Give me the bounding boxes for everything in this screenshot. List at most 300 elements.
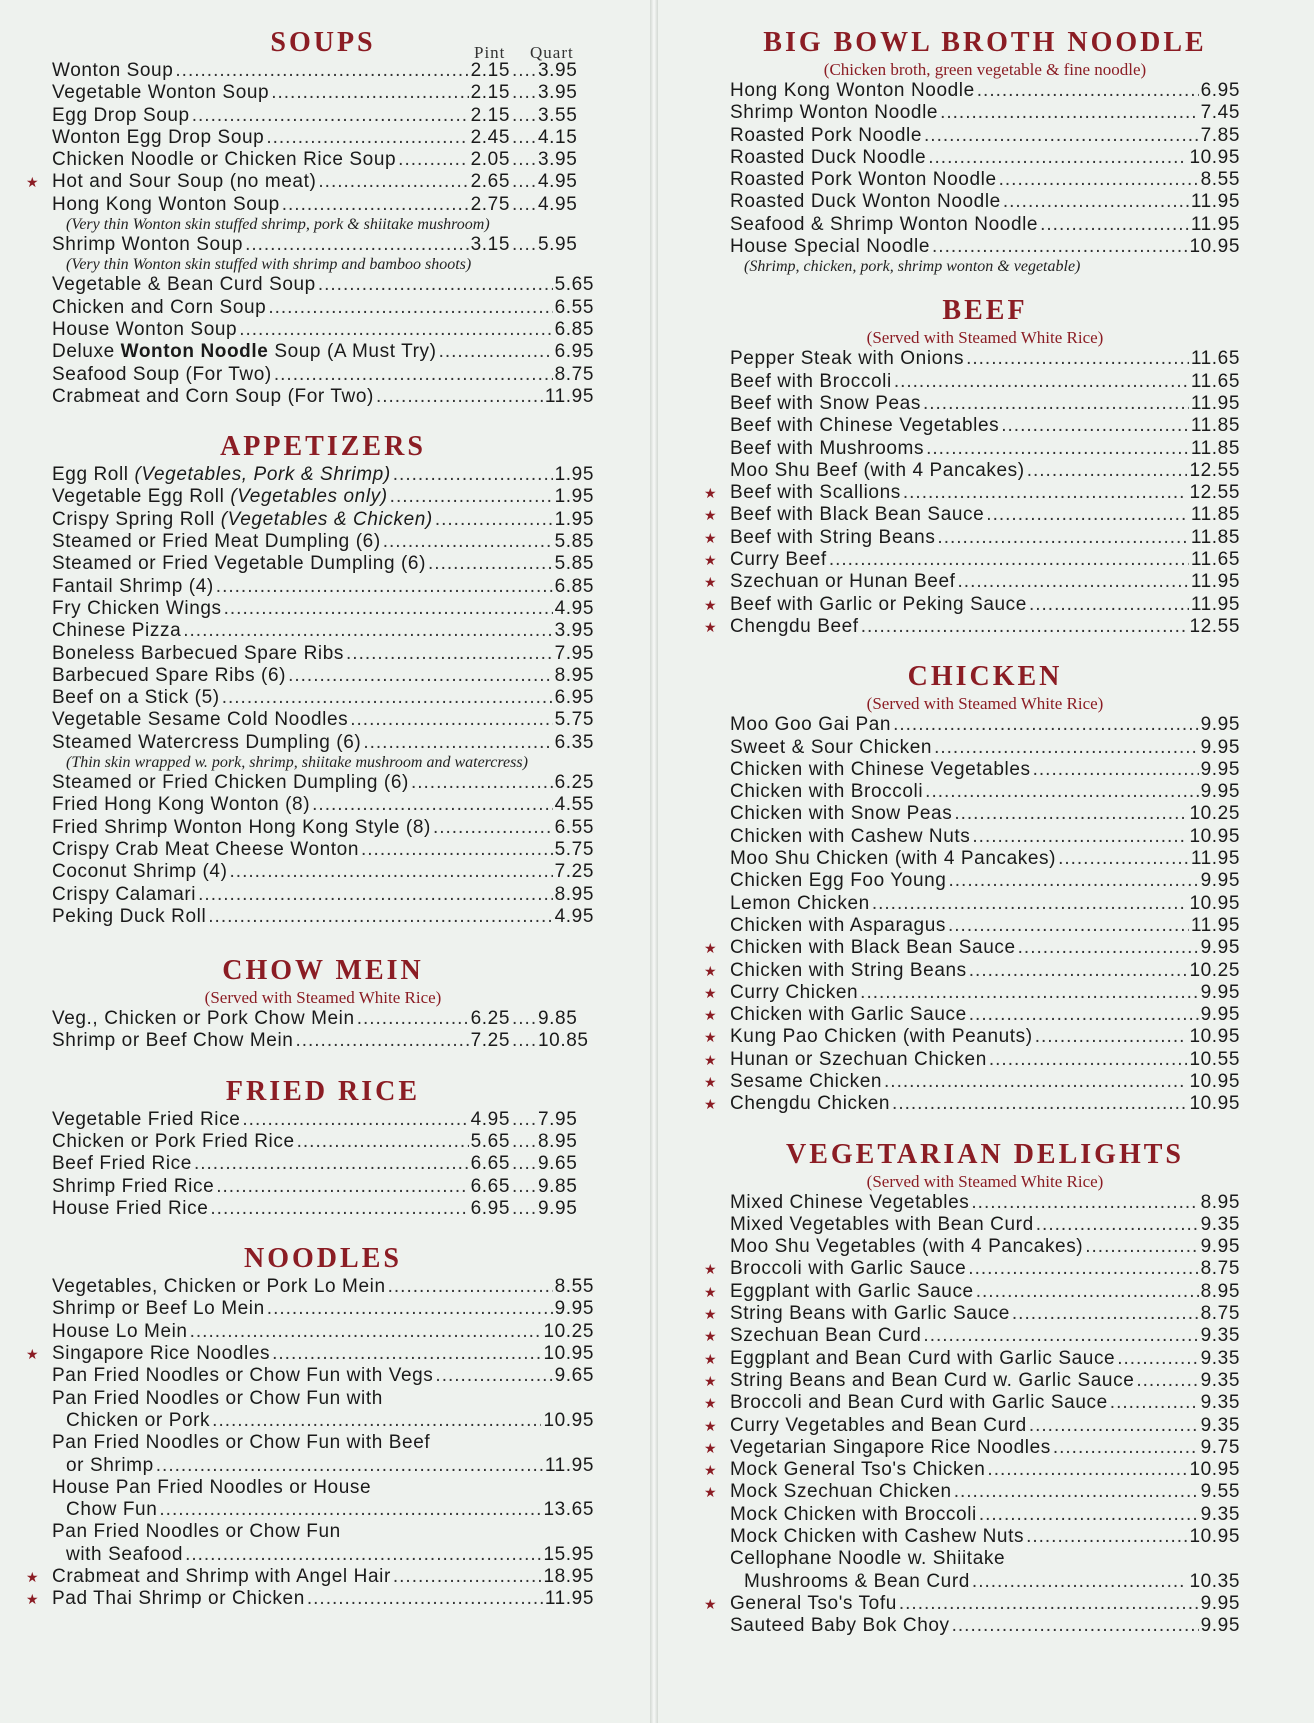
leader-dots bbox=[312, 794, 552, 816]
star-icon: ★ bbox=[704, 1283, 718, 1300]
leader-dots bbox=[932, 236, 1187, 258]
leader-dots bbox=[512, 105, 536, 127]
item-name-text: Beef with Mushrooms bbox=[730, 437, 925, 459]
leader-dots bbox=[860, 982, 1198, 1004]
item-name-text: House Wonton Soup bbox=[52, 318, 238, 340]
item-name bbox=[52, 732, 361, 754]
section-title bbox=[52, 1242, 594, 1276]
item-name bbox=[730, 982, 858, 1004]
leader-dots bbox=[1001, 415, 1189, 437]
item-name-text: Beef with Broccoli bbox=[730, 370, 892, 392]
item-name-line1: House Pan Fried Noodles or House bbox=[52, 1476, 372, 1498]
menu-item bbox=[52, 194, 594, 216]
item-name bbox=[730, 826, 970, 848]
item-name bbox=[52, 794, 310, 816]
item-name bbox=[730, 571, 956, 593]
leader-dots bbox=[212, 1410, 541, 1432]
item-name-text: Chicken with Garlic Sauce bbox=[730, 1004, 967, 1026]
item-price: 11.95 bbox=[1190, 392, 1240, 414]
leader-dots bbox=[894, 371, 1189, 393]
menu-item-first-line bbox=[52, 1388, 594, 1410]
item-price: 11.85 bbox=[1190, 526, 1240, 548]
item-price: 10.35 bbox=[1189, 1570, 1240, 1592]
item-price: 11.85 bbox=[1190, 415, 1240, 437]
pint-price: 2.65 bbox=[470, 171, 510, 193]
leader-dots bbox=[923, 1325, 1198, 1347]
leader-dots bbox=[210, 1198, 468, 1220]
star-icon: ★ bbox=[704, 1306, 718, 1323]
item-name bbox=[730, 1004, 967, 1026]
item-name bbox=[52, 906, 206, 928]
item-name-text: Beef with Chinese Vegetables bbox=[730, 415, 1000, 437]
item-name-text: Eggplant with Garlic Sauce bbox=[730, 1280, 974, 1302]
item-ingredients: (Vegetables only) bbox=[230, 486, 388, 508]
item-name-text: Vegetarian Singapore Rice Noodles bbox=[730, 1436, 1051, 1458]
item-name bbox=[52, 665, 286, 687]
pint-price: 6.65 bbox=[470, 1175, 510, 1197]
leader-dots bbox=[512, 1131, 536, 1153]
menu-item bbox=[704, 549, 1240, 571]
menu-item bbox=[730, 438, 1240, 460]
star-icon: ★ bbox=[704, 596, 718, 613]
item-description: (Very thin Wonton skin stuffed shrimp, pork & shiitake mushroom) bbox=[66, 216, 490, 234]
leader-dots bbox=[159, 1499, 541, 1521]
item-name-text: Mock Szechuan Chicken bbox=[730, 1481, 952, 1503]
menu-item bbox=[52, 341, 594, 363]
leader-dots bbox=[952, 1615, 1199, 1637]
menu-item bbox=[52, 1176, 594, 1198]
pint-price: 2.75 bbox=[470, 193, 510, 215]
item-price: 11.95 bbox=[1190, 848, 1240, 870]
menu-section-noodles bbox=[26, 1242, 594, 1610]
item-price: 12.55 bbox=[1189, 615, 1240, 637]
item-name-text: Lemon Chicken bbox=[730, 892, 870, 914]
item-name-line1: Cellophane Noodle w. Shiitake bbox=[730, 1548, 1006, 1570]
quart-price: 5.95 bbox=[538, 234, 578, 256]
item-name bbox=[730, 236, 930, 258]
item-name bbox=[52, 319, 237, 341]
item-name-text: Shrimp Wonton Noodle bbox=[730, 102, 939, 124]
item-name-text: Beef with String Beans bbox=[730, 526, 936, 548]
item-name-text: or Shrimp bbox=[66, 1454, 154, 1476]
item-name bbox=[730, 1325, 921, 1347]
item-name-text: Chinese Pizza bbox=[52, 620, 182, 642]
menu-item bbox=[730, 236, 1240, 258]
menu-item bbox=[52, 364, 594, 386]
item-price: 10.95 bbox=[1189, 1093, 1240, 1115]
item-name-text: Peking Duck Roll bbox=[52, 905, 207, 927]
menu-item bbox=[730, 460, 1240, 482]
pint-price: 2.15 bbox=[470, 104, 510, 126]
menu-item bbox=[52, 1198, 594, 1220]
leader-dots bbox=[977, 80, 1199, 102]
item-name bbox=[730, 1615, 950, 1637]
item-name bbox=[730, 870, 946, 892]
leader-dots bbox=[925, 781, 1198, 803]
menu-item bbox=[730, 80, 1240, 102]
item-price: 13.65 bbox=[543, 1499, 594, 1521]
menu-item bbox=[730, 870, 1240, 892]
item-name bbox=[52, 861, 228, 883]
star-icon: ★ bbox=[704, 507, 718, 524]
item-price: 3.95 bbox=[554, 620, 594, 642]
menu-item bbox=[704, 981, 1240, 1004]
item-name bbox=[52, 60, 173, 82]
item-name-text: Hong Kong Wonton Soup bbox=[52, 193, 280, 215]
leader-dots bbox=[1033, 759, 1199, 781]
star-icon: ★ bbox=[704, 529, 718, 546]
menu-item bbox=[704, 1258, 1240, 1280]
star-icon: ★ bbox=[704, 1595, 718, 1612]
menu-item bbox=[52, 1321, 594, 1343]
item-name-text: String Beans and Bean Curd w. Garlic Sauce bbox=[730, 1369, 1135, 1391]
leader-dots bbox=[383, 531, 553, 553]
item-name-text: Wonton Soup bbox=[52, 60, 174, 81]
menu-item bbox=[52, 884, 594, 906]
menu-item bbox=[704, 526, 1240, 549]
menu-item bbox=[704, 959, 1240, 982]
menu-item bbox=[704, 1026, 1240, 1048]
item-price: 9.95 bbox=[1200, 736, 1240, 758]
item-name bbox=[52, 772, 409, 794]
item-price: 9.35 bbox=[1200, 1213, 1240, 1235]
star-icon: ★ bbox=[704, 1350, 718, 1367]
menu-item bbox=[52, 1153, 594, 1175]
star-icon: ★ bbox=[704, 1484, 718, 1501]
item-name bbox=[730, 737, 932, 759]
item-name-text: Chengdu Beef bbox=[730, 615, 859, 637]
menu-section-beef bbox=[704, 294, 1240, 638]
menu-item bbox=[52, 297, 594, 319]
menu-section-chicken bbox=[704, 660, 1240, 1115]
item-name-line1: Pan Fried Noodles or Chow Fun with Beef bbox=[52, 1432, 431, 1454]
item-name bbox=[52, 1588, 305, 1610]
menu-item bbox=[52, 732, 594, 754]
item-price: 8.95 bbox=[1200, 1191, 1240, 1213]
item-name bbox=[52, 1176, 214, 1198]
menu-item bbox=[52, 817, 594, 839]
item-name bbox=[52, 620, 181, 642]
quart-price: 4.95 bbox=[538, 193, 578, 215]
leader-dots bbox=[376, 386, 543, 408]
item-name-text: Broccoli with Garlic Sauce bbox=[730, 1258, 967, 1280]
item-name-text: Szechuan or Hunan Beef bbox=[730, 571, 956, 593]
menu-item bbox=[704, 1436, 1240, 1459]
item-name-text: House Fried Rice bbox=[52, 1197, 209, 1219]
menu-item bbox=[730, 169, 1240, 191]
item-name bbox=[52, 1321, 188, 1343]
item-price: 6.25 bbox=[554, 772, 594, 794]
quart-price: 3.55 bbox=[538, 104, 578, 126]
item-price: 6.95 bbox=[554, 341, 594, 363]
item-name bbox=[730, 1214, 1034, 1236]
leader-dots bbox=[1058, 848, 1189, 870]
item-name-post: Soup (A Must Try) bbox=[268, 341, 437, 363]
section-title-text: SOUPS bbox=[270, 27, 376, 58]
leader-dots bbox=[937, 527, 1188, 549]
item-name-text: Beef on a Stick (5) bbox=[52, 687, 220, 709]
item-price: 9.95 bbox=[1200, 981, 1240, 1003]
leader-dots bbox=[175, 60, 468, 82]
item-name-text: Chicken with String Beans bbox=[730, 959, 967, 981]
item-price: 10.55 bbox=[1189, 1048, 1240, 1070]
item-name-text: Vegetable Fried Rice bbox=[52, 1108, 241, 1130]
item-price: 7.85 bbox=[1200, 124, 1240, 146]
item-name bbox=[52, 687, 220, 709]
item-name bbox=[52, 234, 243, 256]
item-price: 9.95 bbox=[554, 1298, 594, 1320]
item-price: 5.85 bbox=[554, 553, 594, 575]
leader-dots bbox=[512, 171, 536, 193]
item-name bbox=[730, 1192, 969, 1214]
item-price: 12.55 bbox=[1189, 459, 1240, 481]
item-name bbox=[52, 127, 264, 149]
leader-dots bbox=[185, 1544, 541, 1566]
section-gap bbox=[52, 1053, 594, 1075]
leader-dots bbox=[1003, 191, 1189, 213]
item-price: 6.85 bbox=[554, 575, 594, 597]
item-name bbox=[730, 960, 967, 982]
leader-dots bbox=[428, 553, 553, 575]
star-icon: ★ bbox=[704, 962, 718, 979]
menu-item bbox=[730, 348, 1240, 370]
item-name-text: Szechuan Bean Curd bbox=[730, 1325, 922, 1347]
menu-item bbox=[52, 1544, 594, 1566]
item-name bbox=[52, 1276, 386, 1298]
menu-item bbox=[52, 60, 594, 82]
leader-dots bbox=[295, 1030, 468, 1052]
item-price: 8.75 bbox=[554, 363, 594, 385]
star-icon: ★ bbox=[704, 1372, 718, 1389]
section-title bbox=[730, 294, 1240, 328]
leader-dots bbox=[512, 149, 536, 171]
item-price: 6.85 bbox=[554, 318, 594, 340]
item-name bbox=[730, 1481, 952, 1503]
item-name-text: Pad Thai Shrimp or Chicken bbox=[52, 1588, 305, 1610]
menu-item bbox=[730, 803, 1240, 825]
section-subtitle: (Served with Steamed White Rice) bbox=[204, 988, 442, 1008]
star-icon: ★ bbox=[26, 1569, 40, 1586]
pint-price: 5.65 bbox=[470, 1130, 510, 1152]
section-title-text: APPETIZERS bbox=[220, 431, 426, 463]
item-name-text: Shrimp or Beef Lo Mein bbox=[52, 1298, 265, 1320]
star-icon: ★ bbox=[704, 1007, 718, 1024]
leader-dots bbox=[923, 393, 1189, 415]
item-name-text: Chicken with Asparagus bbox=[730, 914, 946, 936]
item-name bbox=[52, 884, 196, 906]
menu-item bbox=[730, 1236, 1240, 1258]
star-icon: ★ bbox=[704, 1439, 718, 1456]
item-name bbox=[52, 709, 348, 731]
item-name bbox=[52, 1008, 355, 1030]
item-name-text: House Lo Mein bbox=[52, 1320, 188, 1342]
section-gap bbox=[730, 638, 1240, 660]
section-title bbox=[52, 26, 594, 60]
leader-dots bbox=[954, 1481, 1199, 1503]
item-name bbox=[730, 1093, 890, 1115]
item-price: 9.95 bbox=[1200, 758, 1240, 780]
item-name bbox=[730, 348, 964, 370]
leader-dots bbox=[183, 620, 552, 642]
menu-item bbox=[52, 839, 594, 861]
item-ingredients: (Vegetables & Chicken) bbox=[220, 508, 433, 530]
item-price: 10.95 bbox=[1189, 1070, 1240, 1092]
item-name bbox=[52, 464, 391, 486]
menu-item bbox=[704, 1303, 1240, 1325]
menu-section-appetizers bbox=[52, 430, 594, 928]
item-name bbox=[52, 1153, 192, 1175]
item-price: 9.95 bbox=[1200, 781, 1240, 803]
item-price: 11.95 bbox=[1190, 213, 1240, 235]
item-name bbox=[730, 1303, 1010, 1325]
item-name bbox=[730, 371, 892, 393]
item-name-text: Chicken with Chinese Vegetables bbox=[730, 758, 1031, 780]
leader-dots bbox=[435, 509, 553, 531]
item-name-text: Sesame Chicken bbox=[730, 1070, 883, 1092]
quart-price: 9.85 bbox=[538, 1008, 578, 1030]
item-name-text: Vegetable Egg Roll bbox=[52, 486, 231, 508]
leader-dots bbox=[928, 147, 1187, 169]
section-subtitle: (Served with Steamed White Rice) bbox=[866, 328, 1104, 348]
star-icon: ★ bbox=[704, 1261, 718, 1278]
star-icon: ★ bbox=[704, 940, 718, 957]
menu-item bbox=[704, 1592, 1240, 1615]
item-price: 11.95 bbox=[544, 385, 594, 407]
item-name bbox=[730, 482, 901, 504]
menu-item bbox=[704, 1481, 1240, 1503]
item-name bbox=[730, 191, 1001, 213]
item-price: 10.95 bbox=[1189, 1526, 1240, 1548]
menu-item bbox=[52, 687, 594, 709]
item-name bbox=[52, 643, 344, 665]
leader-dots bbox=[1029, 1415, 1199, 1437]
section-title-text: BIG BOWL BROTH NOODLE bbox=[763, 27, 1207, 58]
leader-dots bbox=[198, 884, 552, 906]
menu-item bbox=[52, 794, 594, 816]
menu-item bbox=[52, 1298, 594, 1320]
pint-price: 6.25 bbox=[470, 1008, 510, 1030]
star-icon: ★ bbox=[704, 1328, 718, 1345]
item-name bbox=[52, 1298, 265, 1320]
pint-price: 2.05 bbox=[470, 149, 510, 171]
pint-price: 6.65 bbox=[470, 1153, 510, 1175]
star-icon: ★ bbox=[26, 1591, 40, 1608]
leader-dots bbox=[271, 82, 468, 104]
item-name-text: Crispy Spring Roll bbox=[52, 508, 221, 530]
item-name-pre: Deluxe bbox=[52, 341, 121, 363]
item-name bbox=[730, 1049, 987, 1071]
menu-item bbox=[730, 1526, 1240, 1548]
menu-item bbox=[704, 1004, 1240, 1026]
item-name bbox=[730, 504, 984, 526]
menu-item bbox=[704, 937, 1240, 959]
quart-price: 9.95 bbox=[538, 1197, 578, 1219]
item-name bbox=[730, 759, 1031, 781]
section-title-text: VEGETARIAN DELIGHTS bbox=[785, 1138, 1184, 1170]
leader-dots bbox=[971, 1192, 1198, 1214]
item-price: 10.95 bbox=[1189, 236, 1240, 258]
leader-dots bbox=[242, 1109, 468, 1131]
menu-item bbox=[730, 371, 1240, 393]
item-name-text: Seafood & Shrimp Wonton Noodle bbox=[730, 213, 1039, 235]
section-title-text: BEEF bbox=[942, 295, 1028, 327]
item-name-text: Curry Vegetables and Bean Curd bbox=[730, 1414, 1027, 1436]
item-name bbox=[730, 1526, 1024, 1548]
item-name-text: Steamed or Fried Vegetable Dumpling (6) bbox=[52, 553, 427, 575]
menu-item bbox=[52, 1455, 594, 1477]
item-price: 10.95 bbox=[1189, 1459, 1240, 1481]
star-icon: ★ bbox=[704, 485, 718, 502]
item-name bbox=[730, 1281, 974, 1303]
leader-dots bbox=[512, 1109, 536, 1131]
leader-dots bbox=[224, 598, 553, 620]
item-name-text: Hunan or Szechuan Chicken bbox=[730, 1048, 987, 1070]
item-name-bold: Wonton Noodle bbox=[120, 341, 269, 363]
item-name-text: Mock Chicken with Broccoli bbox=[730, 1503, 977, 1525]
item-description: (Shrimp, chicken, pork, shrimp wonton & vegetable) bbox=[744, 258, 1081, 276]
menu-item bbox=[730, 1615, 1240, 1637]
leader-dots bbox=[512, 194, 536, 216]
menu-item bbox=[52, 319, 594, 341]
menu-section-vegetarian bbox=[704, 1138, 1240, 1638]
menu-item bbox=[704, 1347, 1240, 1370]
leader-dots bbox=[190, 1321, 542, 1343]
item-price: 8.95 bbox=[554, 883, 594, 905]
leader-dots bbox=[512, 60, 536, 82]
leader-dots bbox=[288, 665, 553, 687]
item-name bbox=[52, 341, 437, 363]
item-name-text: Beef Fried Rice bbox=[52, 1153, 192, 1175]
leader-dots bbox=[972, 826, 1187, 848]
leader-dots bbox=[512, 82, 536, 104]
item-name bbox=[730, 1236, 1083, 1258]
item-name bbox=[730, 1415, 1027, 1437]
item-name bbox=[52, 817, 431, 839]
item-name bbox=[730, 893, 870, 915]
section-title bbox=[730, 26, 1240, 60]
menu-item bbox=[52, 576, 594, 598]
leader-dots bbox=[966, 348, 1189, 370]
leader-dots bbox=[829, 549, 1189, 571]
pint-price: 2.45 bbox=[470, 126, 510, 148]
menu-item bbox=[52, 1008, 594, 1030]
item-name-text: Chow Fun bbox=[66, 1499, 158, 1521]
pint-price: 6.95 bbox=[470, 1197, 510, 1219]
item-name bbox=[52, 171, 316, 193]
menu-item bbox=[730, 893, 1240, 915]
leader-dots bbox=[208, 906, 552, 928]
leader-dots bbox=[972, 1571, 1188, 1593]
leader-dots bbox=[307, 1588, 543, 1610]
item-price: 10.95 bbox=[543, 1343, 594, 1365]
item-name bbox=[730, 1348, 1115, 1370]
menu-item bbox=[730, 191, 1240, 213]
menu-item bbox=[704, 1392, 1240, 1414]
leader-dots bbox=[1110, 1392, 1199, 1414]
menu-item bbox=[704, 1325, 1240, 1347]
section-gap bbox=[730, 1116, 1240, 1138]
item-name-text: General Tso's Tofu bbox=[730, 1592, 897, 1614]
menu-item bbox=[52, 127, 594, 149]
item-name-text: Shrimp Fried Rice bbox=[52, 1175, 215, 1197]
item-name-text: Broccoli and Bean Curd with Garlic Sauce bbox=[730, 1392, 1108, 1414]
item-price: 10.95 bbox=[1189, 1026, 1240, 1048]
item-price: 1.95 bbox=[554, 486, 594, 508]
quart-column-header: Quart bbox=[530, 43, 574, 62]
item-name bbox=[730, 915, 946, 937]
item-name bbox=[730, 393, 921, 415]
item-price: 10.25 bbox=[1189, 959, 1240, 981]
